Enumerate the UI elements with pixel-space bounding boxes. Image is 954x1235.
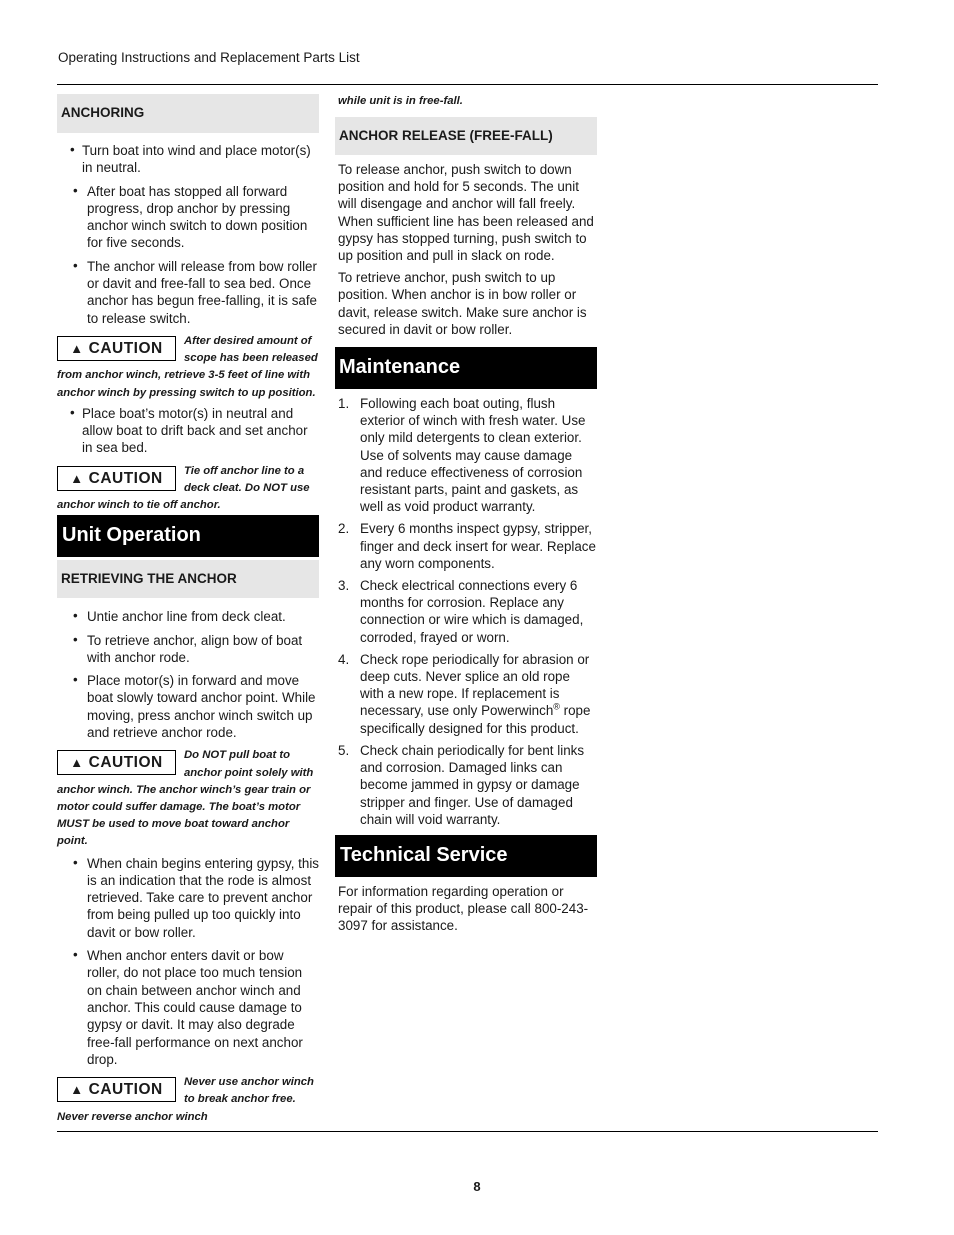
warning-triangle-icon: ▲	[70, 340, 84, 356]
retrieve-paragraph: To retrieve anchor, push switch to up position. When anchor is in bow roller or davit, release switch. Make sure anchor is secured in davit or bow roller.	[338, 270, 587, 337]
maintenance-list	[335, 395, 597, 828]
anchoring-heading: ANCHORING	[57, 94, 319, 133]
technical-service-title: Technical Service	[335, 835, 597, 877]
page-number: 8	[473, 1179, 481, 1194]
warning-triangle-icon: ▲	[70, 755, 84, 771]
document-header: Operating Instructions and Replacement Parts List	[58, 50, 360, 65]
list-item: • Place motor(s) in forward and move boat slowly toward anchor point. While moving, press anchor winch switch up and retrieve anchor rode.	[73, 672, 316, 741]
list-item: 1. Following each boat outing, flush exterior of winch with fresh water. Use only mild detergents to clean exterior. Use of solvents may cause damage and reduce effectiveness of corrosion resistant parts, paint and gaskets, as well as void product warranty.	[338, 396, 586, 515]
list-item: • After boat has stopped all forward progress, drop anchor by pressing anchor winch switch to down position for five seconds.	[73, 182, 308, 251]
caution-badge: ▲ CAUTION	[57, 1077, 176, 1102]
list-item: • Untie anchor line from deck cleat.	[73, 608, 286, 625]
warning-triangle-icon: ▲	[70, 470, 84, 486]
list-item: • When anchor enters davit or bow roller, do not place too much tension on chain between anchor winch and anchor. This could cause damage to gypsy or davit. It may also degrade free-fall performance on next anchor drop.	[73, 947, 303, 1067]
anchoring-list-a	[57, 142, 319, 327]
caution-badge: ▲ CAUTION	[57, 466, 176, 491]
caution-note: ▲ CAUTION Do NOT pull boat to anchor point solely with anchor winch. The anchor winch’s gear train or motor could suffer damage. The boat’s motor MUST be used to move boat toward anchor point.	[57, 749, 314, 848]
list-item: • To retrieve anchor, align bow of boat with anchor rode.	[73, 631, 303, 665]
right-column	[335, 94, 597, 940]
caution-badge: ▲ CAUTION	[57, 336, 176, 361]
warning-triangle-icon: ▲	[70, 1082, 84, 1098]
caution-note: ▲ CAUTION Never use anchor winch to break anchor free. Never reverse anchor winch	[57, 1076, 314, 1123]
caution-badge: ▲ CAUTION	[57, 750, 176, 775]
registered-mark: ®	[553, 702, 560, 713]
technical-service-text: For information regarding operation or repair of this product, please call 800-243-3097 for assistance.	[338, 883, 589, 934]
list-item: • The anchor will release from bow roller or davit and free-fall to sea bed. Once anchor has begun free-falling, it is safe to release switch.	[73, 257, 318, 326]
retrieving-heading: RETRIEVING THE ANCHOR	[57, 560, 319, 598]
list-item: • When chain begins entering gypsy, this is an indication that the rode is almost retrieved. Take care to prevent anchor from being pulled up too quickly into davit or bow roller.	[73, 854, 319, 940]
header-divider	[57, 84, 878, 85]
list-item: • Turn boat into wind and place motor(s) in neutral.	[70, 142, 311, 176]
list-item: 4. Check rope periodically for abrasion or deep cuts. Never splice an old rope with a new rope. If replacement is necessary, use only Powerwinch® rope specifically designed for this product.	[338, 651, 591, 736]
list-item: 5. Check chain periodically for bent links and corrosion. Damaged links can become jammed in gypsy or damage stripper and finger. Use of damaged chain will void warranty.	[338, 742, 585, 827]
retrieving-list-a	[57, 608, 319, 741]
list-item: 3. Check electrical connections every 6 months for corrosion. Replace any connection or wire which is damaged, corroded, frayed or worn.	[338, 578, 584, 645]
maintenance-title: Maintenance	[335, 347, 597, 389]
anchor-release-heading: ANCHOR RELEASE (FREE-FALL)	[335, 117, 597, 155]
footer-divider	[57, 1131, 878, 1132]
list-item: 2. Every 6 months inspect gypsy, stripper, finger and deck insert for wear. Replace any worn components.	[338, 521, 596, 571]
unit-operation-title: Unit Operation	[57, 515, 319, 557]
anchoring-list-b	[57, 405, 319, 457]
continued-caution-text: while unit is in free-fall.	[338, 95, 463, 107]
caution-note: ▲ CAUTION Tie off anchor line to a deck cleat. Do NOT use anchor winch to tie off anchor.	[57, 464, 310, 512]
caution-note: ▲ CAUTION After desired amount of scope has been released from anchor winch, retrieve 3-5 feet of line with anchor winch by pressing switch to up position.	[57, 334, 318, 399]
retrieving-list-b	[57, 855, 319, 1069]
release-paragraph: To release anchor, push switch to down position and hold for 5 seconds. The unit will disengage and anchor will fall freely. When sufficient line has been released and gypsy has stopped turning, push switch to up position and pull in slack on rode.	[338, 162, 594, 264]
list-item: • Place boat’s motor(s) in neutral and allow boat to drift back and set anchor in sea bed.	[70, 404, 308, 456]
left-column	[57, 94, 319, 1126]
